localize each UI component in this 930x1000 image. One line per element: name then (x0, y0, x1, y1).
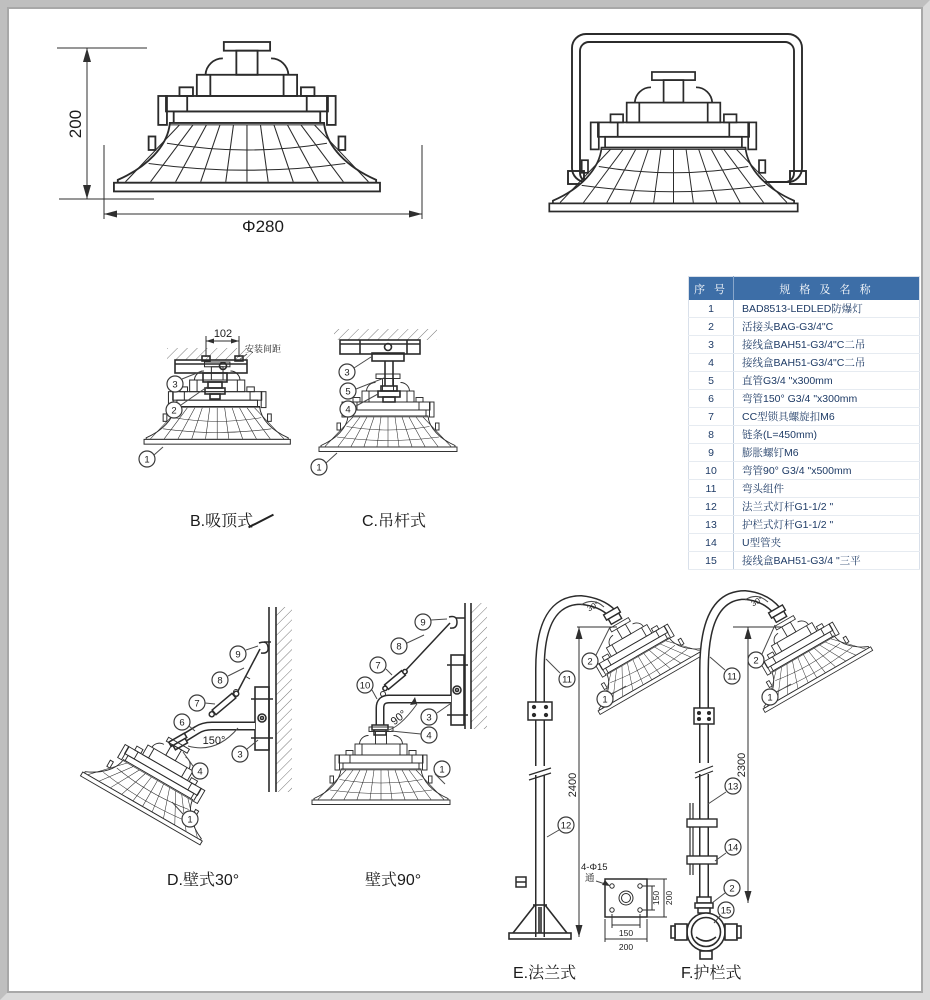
svg-text:2: 2 (729, 883, 735, 895)
svg-text:1: 1 (144, 454, 150, 466)
row-no: 1 (689, 300, 734, 318)
svg-text:1: 1 (602, 694, 608, 706)
row-no: 3 (689, 336, 734, 354)
svg-text:11: 11 (727, 671, 737, 683)
svg-text:7: 7 (375, 660, 381, 672)
e-callout-1 (597, 691, 613, 707)
dim-diameter-label: Φ280 (242, 217, 284, 236)
f-pole-height-label: 2300 (736, 752, 748, 778)
row-name: 膨胀螺钉M6 (734, 444, 920, 462)
plate-150v-label: 150 (651, 890, 661, 906)
svg-text:4: 4 (197, 766, 203, 778)
plate-200v-label: 200 (664, 890, 674, 906)
rod-mount-drawing (307, 321, 492, 496)
w90-callout-4 (421, 727, 437, 743)
table-row (689, 444, 920, 462)
f-callout-2-top (748, 652, 764, 668)
row-name: 直管G3/4 "x300mm (734, 372, 920, 390)
row-no: 5 (689, 372, 734, 390)
spacing-label: 安装间距 (245, 344, 282, 354)
e-pole-height-label: 2400 (567, 772, 579, 798)
b-callout-3 (167, 376, 183, 392)
svg-text:13: 13 (727, 781, 739, 793)
table-row (689, 480, 920, 498)
svg-text:2: 2 (587, 656, 593, 668)
e-callout-2 (582, 653, 598, 669)
svg-text:9: 9 (420, 617, 426, 629)
angle-90-label: 90° (388, 708, 410, 728)
w90-callout-9 (415, 614, 431, 630)
w90-callout-1 (434, 761, 450, 777)
c-callout-3 (339, 364, 355, 380)
w90-callout-7 (370, 657, 386, 673)
svg-text:6: 6 (179, 717, 185, 729)
table-row (689, 372, 920, 390)
table-row (689, 462, 920, 480)
svg-text:14: 14 (727, 842, 739, 854)
lamp-drawing (549, 72, 797, 212)
spec-table (688, 276, 920, 570)
svg-text:8: 8 (396, 641, 402, 653)
table-row (689, 498, 920, 516)
w90-callout-8 (391, 638, 407, 654)
row-no: 14 (689, 534, 734, 552)
table-row (689, 426, 920, 444)
row-name: 护栏式灯杆G1-1/2 " (734, 516, 920, 534)
svg-text:11: 11 (562, 674, 572, 686)
row-name: CC型锁具螺旋扣M6 (734, 408, 920, 426)
table-row (689, 300, 920, 318)
e-callout-12 (558, 817, 574, 833)
row-name: 链条(L=450mm) (734, 426, 920, 444)
table-row (689, 516, 920, 534)
f-callout-11 (724, 668, 740, 684)
d-callout-4 (192, 763, 208, 779)
holes-label: 4-Φ15 (581, 862, 608, 873)
row-name: 接线盒BAH51-G3/4"C二吊 (734, 354, 920, 372)
svg-text:12: 12 (560, 820, 572, 832)
row-no: 12 (689, 498, 734, 516)
spec-table-header-row (689, 277, 920, 301)
b-callout-1 (139, 451, 155, 467)
e-bend-angle-label: 30° (585, 599, 601, 614)
svg-text:9: 9 (235, 649, 241, 661)
d-callout-7 (189, 695, 205, 711)
table-row (689, 552, 920, 570)
row-no: 11 (689, 480, 734, 498)
row-no: 15 (689, 552, 734, 570)
row-no: 13 (689, 516, 734, 534)
row-no: 8 (689, 426, 734, 444)
svg-text:1: 1 (187, 814, 193, 826)
angle-150-label: 150° (202, 735, 226, 747)
svg-text:2: 2 (753, 655, 759, 667)
row-name: 接线盒BAH51-G3/4 "三平 (734, 552, 920, 570)
svg-text:3: 3 (172, 379, 178, 391)
row-no: 6 (689, 390, 734, 408)
svg-text:1: 1 (316, 462, 322, 474)
dim-102-label: 102 (213, 328, 233, 340)
svg-text:3: 3 (344, 367, 350, 379)
plate-200h-label: 200 (618, 942, 634, 952)
f-callout-15 (718, 902, 734, 918)
svg-text:4: 4 (426, 730, 432, 742)
table-row (689, 390, 920, 408)
c-callout-5 (340, 383, 356, 399)
row-no: 7 (689, 408, 734, 426)
wall-hatch (276, 607, 292, 792)
f-callout-1 (762, 689, 778, 705)
col-header-spec: 规 格 及 名 称 (734, 277, 920, 301)
d-callout-3 (232, 746, 248, 762)
row-name: BAD8513-LEDLED防爆灯 (734, 300, 920, 318)
f-bend-angle-label: 30° (749, 594, 765, 609)
svg-text:1: 1 (439, 764, 445, 776)
lamp-drawing (114, 42, 380, 191)
hoop-view-drawing (545, 23, 830, 228)
caption-rod-mount: C.吊杆式 (362, 513, 427, 530)
through-label: 通 (585, 873, 595, 884)
f-callout-14 (725, 839, 741, 855)
wall30-drawing (62, 592, 312, 872)
front-view-drawing (35, 25, 465, 247)
caption-wall30: D.壁式30° (167, 872, 240, 889)
ceiling-hatch (334, 329, 437, 340)
c-callout-4 (340, 401, 356, 417)
svg-text:15: 15 (720, 905, 732, 917)
w90-callout-3 (421, 709, 437, 725)
svg-text:3: 3 (237, 749, 243, 761)
b-callout-2 (166, 402, 182, 418)
caption-wall90: 壁式90° (365, 872, 422, 889)
ceiling-mount-drawing (135, 321, 325, 496)
f-callout-13 (725, 778, 741, 794)
svg-text:3: 3 (426, 712, 432, 724)
lamp-drawing (730, 590, 872, 713)
caption-guardrail: F.护栏式 (681, 965, 742, 982)
row-name: 弯管90° G3/4 "x500mm (734, 462, 920, 480)
table-row (689, 534, 920, 552)
junction-box (671, 913, 741, 959)
row-name: U型管夹 (734, 534, 920, 552)
wall90-drawing (299, 587, 499, 872)
row-name: 法兰式灯杆G1-1/2 " (734, 498, 920, 516)
row-no: 9 (689, 444, 734, 462)
adapter (695, 897, 713, 913)
flange-plate-detail (581, 862, 674, 952)
f-callout-2-bottom (724, 880, 740, 896)
row-no: 10 (689, 462, 734, 480)
row-name: 活接头BAG-G3/4"C (734, 318, 920, 336)
table-row (689, 354, 920, 372)
svg-text:7: 7 (194, 698, 200, 710)
e-callout-11 (559, 671, 575, 687)
table-row (689, 336, 920, 354)
c-callout-1 (311, 459, 327, 475)
d-callout-1 (182, 811, 198, 827)
svg-text:4: 4 (345, 404, 351, 416)
svg-text:1: 1 (767, 692, 773, 704)
d-callout-9 (230, 646, 246, 662)
guardrail-drawing (663, 573, 883, 983)
caption-ceiling-mount: B.吸顶式 (190, 513, 254, 530)
row-no: 4 (689, 354, 734, 372)
svg-text:2: 2 (171, 405, 177, 417)
row-name: 弯头组件 (734, 480, 920, 498)
caption-flange: E.法兰式 (513, 965, 577, 982)
table-row (689, 408, 920, 426)
row-no: 2 (689, 318, 734, 336)
d-callout-6 (174, 714, 190, 730)
lamp-drawing (144, 362, 290, 444)
d-callout-8 (212, 672, 228, 688)
w90-callout-10 (357, 677, 373, 693)
svg-text:5: 5 (345, 386, 351, 398)
svg-text:10: 10 (359, 680, 371, 692)
row-name: 弯管150° G3/4 "x300mm (734, 390, 920, 408)
row-name: 接线盒BAH51-G3/4"C二吊 (734, 336, 920, 354)
plate-150h-label: 150 (618, 928, 634, 938)
col-header-index: 序 号 (689, 277, 734, 301)
table-row (689, 318, 920, 336)
dim-200-label: 200 (66, 109, 85, 139)
wall-hatch (471, 603, 487, 729)
svg-text:8: 8 (217, 675, 223, 687)
